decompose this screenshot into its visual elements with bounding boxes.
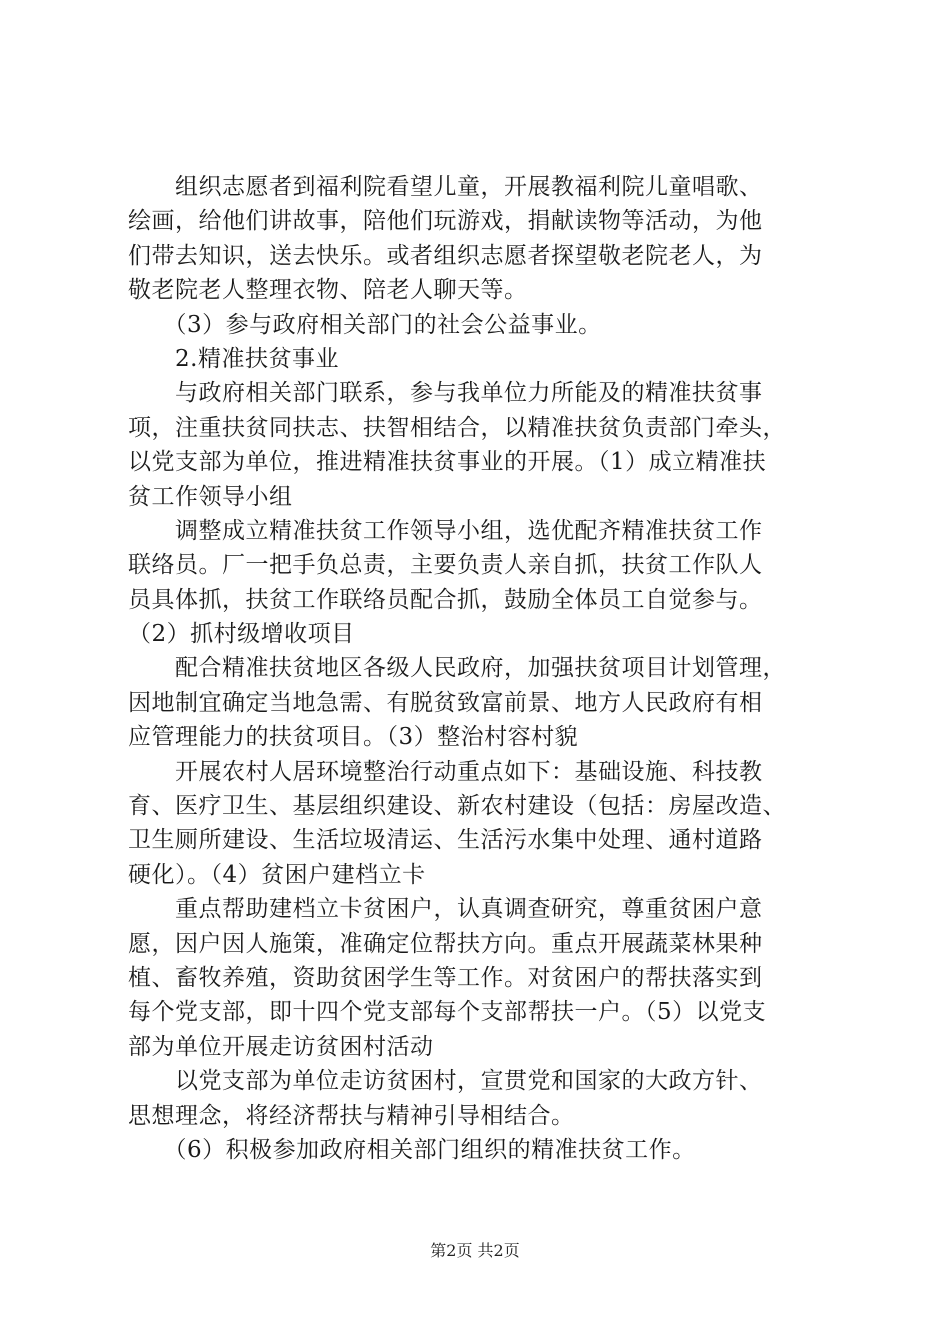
text-line: 卫生厕所建设、生活垃圾清运、生活污水集中处理、通村道路 xyxy=(128,827,763,854)
text-line: 员具体抓，扶贫工作联络员配合抓，鼓励全体员工自觉参与。 xyxy=(128,586,763,613)
text-line: 绘画，给他们讲故事，陪他们玩游戏，捐献读物等活动，为他 xyxy=(128,208,763,235)
text-line: 们带去知识，送去快乐。或者组织志愿者探望敬老院老人，为 xyxy=(128,242,763,269)
text-line: 贫工作领导小组 xyxy=(128,483,293,510)
text-line: 组织志愿者到福利院看望儿童，开展教福利院儿童唱歌、 xyxy=(128,174,763,200)
page-number-label: 第2页 共2页 xyxy=(430,1241,520,1260)
text-line: 应管理能力的扶贫项目。（3）整治村容村貌 xyxy=(128,724,579,751)
text-line: （6）积极参加政府相关部门组织的精准扶贫工作。 xyxy=(128,1136,696,1163)
text-line: 开展农村人居环境整治行动重点如下：基础设施、科技教 xyxy=(128,758,763,785)
text-line: 硬化）。（4）贫困户建档立卡 xyxy=(128,861,426,888)
text-line: 愿，因户因人施策，准确定位帮扶方向。重点开展蔬菜林果种 xyxy=(128,930,763,957)
text-line: 重点帮助建档立卡贫困户，认真调查研究，尊重贫困户意 xyxy=(128,896,763,923)
text-line: 育、医疗卫生、基层组织建设、新农村建设（包括：房屋改造、 xyxy=(128,793,786,820)
text-line: （2）抓村级增收项目 xyxy=(128,621,355,648)
page-footer xyxy=(0,1238,950,1261)
body-text xyxy=(128,170,828,1167)
text-line: 以党支部为单位，推进精准扶贫事业的开展。（1）成立精准扶 xyxy=(128,449,767,476)
text-line: 联络员。厂一把手负总责，主要负责人亲自抓，扶贫工作队人 xyxy=(128,552,763,579)
text-line: 与政府相关部门联系，参与我单位力所能及的精准扶贫事 xyxy=(128,380,763,407)
text-line: 植、畜牧养殖，资助贫困学生等工作。对贫困户的帮扶落实到 xyxy=(128,964,763,991)
text-line: 每个党支部，即十四个党支部每个支部帮扶一户。（5）以党支 xyxy=(128,999,767,1026)
text-line: 调整成立精准扶贫工作领导小组，选优配齐精准扶贫工作 xyxy=(128,517,763,544)
text-line: 敬老院老人整理衣物、陪老人聊天等。 xyxy=(128,277,528,304)
text-line: 项，注重扶贫同扶志、扶智相结合，以精准扶贫负责部门牵头， xyxy=(128,414,786,441)
text-line: 以党支部为单位走访贫困村，宣贯党和国家的大政方针、 xyxy=(128,1068,763,1095)
section-heading: 2.精准扶贫事业 xyxy=(128,345,339,372)
text-line: 因地制宜确定当地急需、有脱贫致富前景、地方人民政府有相 xyxy=(128,689,763,716)
text-line: （3）参与政府相关部门的社会公益事业。 xyxy=(128,311,602,338)
text-line: 配合精准扶贫地区各级人民政府，加强扶贫项目计划管理， xyxy=(128,655,786,682)
text-line: 思想理念，将经济帮扶与精神引导相结合。 xyxy=(128,1102,575,1129)
text-line: 部为单位开展走访贫困村活动 xyxy=(128,1033,434,1060)
